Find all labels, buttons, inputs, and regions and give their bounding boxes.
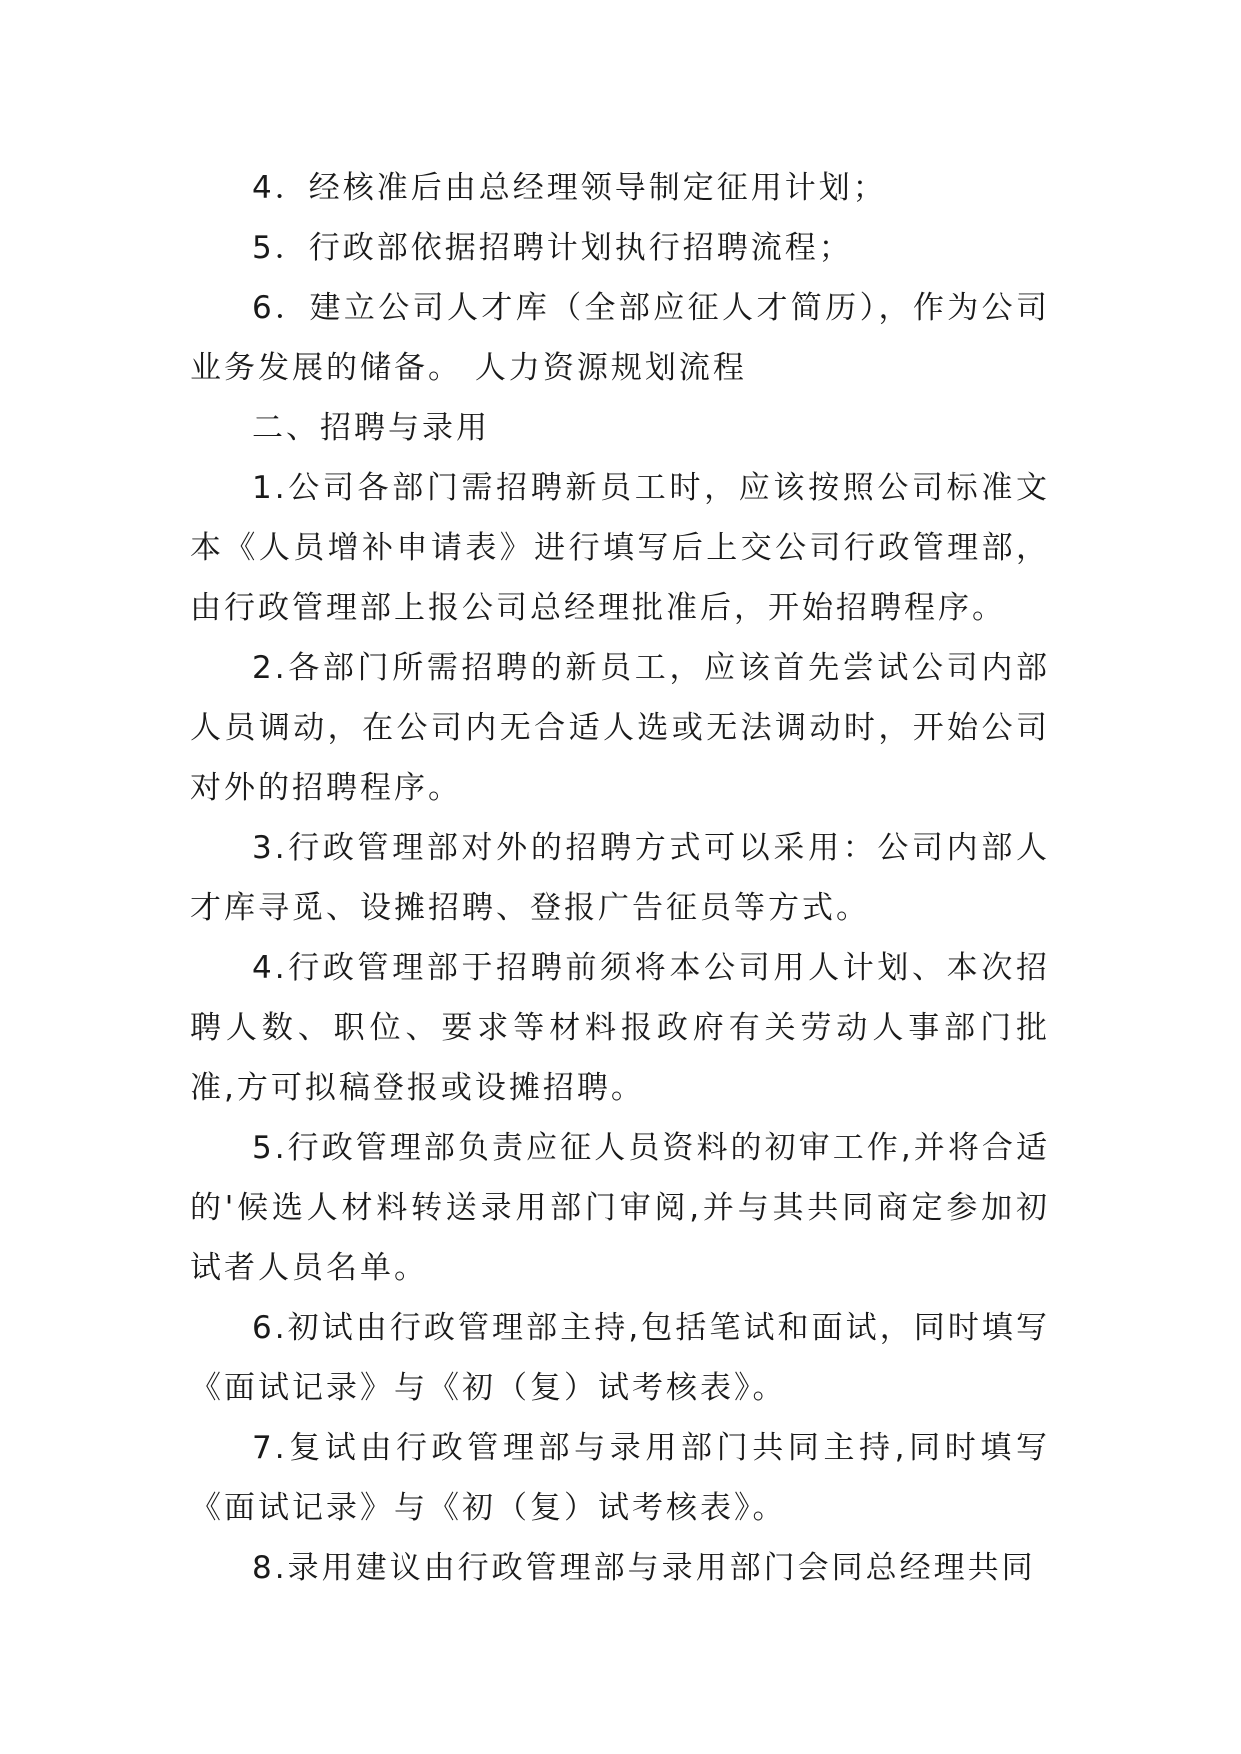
section-heading-recruitment: 二、招聘与录用 <box>252 410 490 446</box>
paragraph-recruit-2: 2.各部门所需招聘的新员工，应该首先尝试公司内部人员调动，在公司内无合适人选或无法调动时，开始公司对外的招聘程序。 <box>190 650 1050 806</box>
paragraph-recruit-5: 5.行政管理部负责应征人员资料的初审工作,并将合适的'候选人材料转送录用部门审阅,并与其共同商定参加初试者人员名单。 <box>190 1130 1050 1286</box>
paragraph-item-6: 6．建立公司人才库（全部应征人才简历），作为公司业务发展的储备。 人力资源规划流程 <box>190 290 1050 386</box>
paragraph-recruit-1: 1.公司各部门需招聘新员工时，应该按照公司标准文本《人员增补申请表》进行填写后上交公司行政管理部，由行政管理部上报公司总经理批准后，开始招聘程序。 <box>190 470 1050 626</box>
document-body <box>190 158 1050 1598</box>
paragraph-item-5: 5．行政部依据招聘计划执行招聘流程； <box>252 230 853 266</box>
paragraph-recruit-4: 4.行政管理部于招聘前须将本公司用人计划、本次招聘人数、职位、要求等材料报政府有关劳动人事部门批准,方可拟稿登报或设摊招聘。 <box>190 950 1050 1106</box>
paragraph-recruit-3: 3.行政管理部对外的招聘方式可以采用：公司内部人才库寻觅、设摊招聘、登报广告征员等方式。 <box>190 830 1050 926</box>
paragraph-item-4: 4．经核准后由总经理领导制定征用计划； <box>252 170 887 206</box>
paragraph-recruit-7: 7.复试由行政管理部与录用部门共同主持,同时填写《面试记录》与《初（复）试考核表》。 <box>190 1430 1050 1526</box>
paragraph-recruit-6: 6.初试由行政管理部主持,包括笔试和面试，同时填写《面试记录》与《初（复）试考核表》。 <box>190 1310 1050 1406</box>
paragraph-recruit-8: 8.录用建议由行政管理部与录用部门会同总经理共同 <box>252 1550 1036 1586</box>
